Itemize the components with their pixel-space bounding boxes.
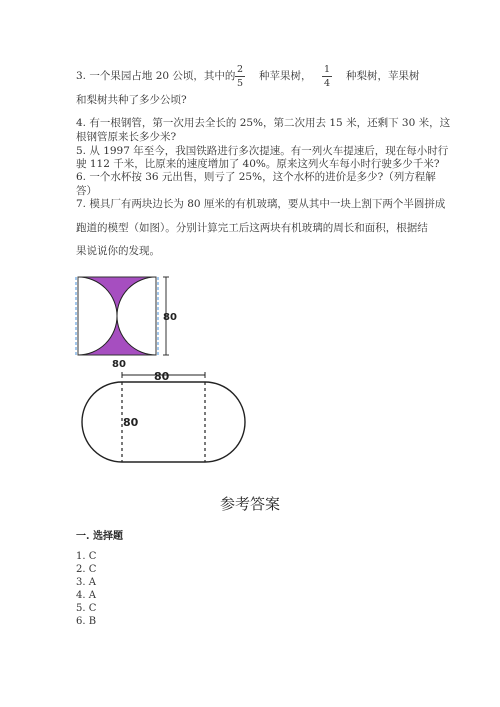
q6-text-line2: 答） — [76, 185, 97, 197]
q4-text-line2: 根钢管原来长多少米? — [76, 131, 177, 143]
answer-title: 参考答案 — [219, 495, 280, 513]
track-outline — [82, 382, 245, 462]
figure-square-semicircles — [68, 270, 188, 370]
answer-item: 5. C — [76, 603, 97, 614]
q3-fraction-two-fifths: 2 5 — [236, 64, 244, 89]
answer-item: 4. A — [76, 590, 96, 601]
q3-text-line2: 和梨树共种了多少公顷? — [76, 94, 187, 106]
q7-text-line1: 7. 模具厂有两块边长为 80 厘米的有机玻璃，要从其中一块上割下两个半圆拼成 — [76, 198, 446, 210]
q7-text-line2: 跑道的模型（如图）。分别计算完工后这两块有机玻璃的周长和面积，根据结 — [76, 222, 428, 234]
q5-text-line1: 5. 从 1997 年至今，我国铁路进行多次提速。有一列火车提速后，现在每小时行 — [76, 145, 449, 157]
answer-item: 2. C — [76, 564, 97, 575]
q5-text-line2: 驶 112 千米，比原来的速度增加了 40%。原来这列火车每小时行驶多少千米? — [76, 158, 440, 170]
top-length-label: 80 — [154, 370, 170, 383]
q6-text-line1: 6. 一个水杯按 36 元出售，则亏了 25%，这个水杯的进价是多少?（列方程解 — [76, 171, 436, 183]
section-heading-multiple-choice: 一. 选择题 — [76, 531, 123, 542]
height-label: 80 — [123, 416, 139, 429]
answer-item: 1. C — [76, 551, 97, 562]
shaded-region — [78, 277, 156, 355]
answer-item: 3. A — [76, 577, 96, 588]
q3-text-part1: 3. 一个果园占地 20 公顷，其中的 — [76, 70, 236, 82]
figure-track-model — [76, 370, 256, 470]
q3-fraction-one-quarter: 1 4 — [323, 64, 331, 89]
q3-text-part3: 种梨树，苹果树 — [346, 70, 420, 82]
bottom-length-label: 80 — [112, 359, 126, 370]
side-length-label: 80 — [163, 312, 177, 323]
answer-item: 6. B — [76, 616, 97, 627]
q4-text-line1: 4. 有一根钢管，第一次用去全长的 25%，第二次用去 15 米，还剩下 30 米，这 — [76, 117, 451, 129]
q3-text-part2: 种苹果树， — [259, 70, 312, 82]
q7-text-line3: 果说说你的发现。 — [76, 245, 160, 257]
